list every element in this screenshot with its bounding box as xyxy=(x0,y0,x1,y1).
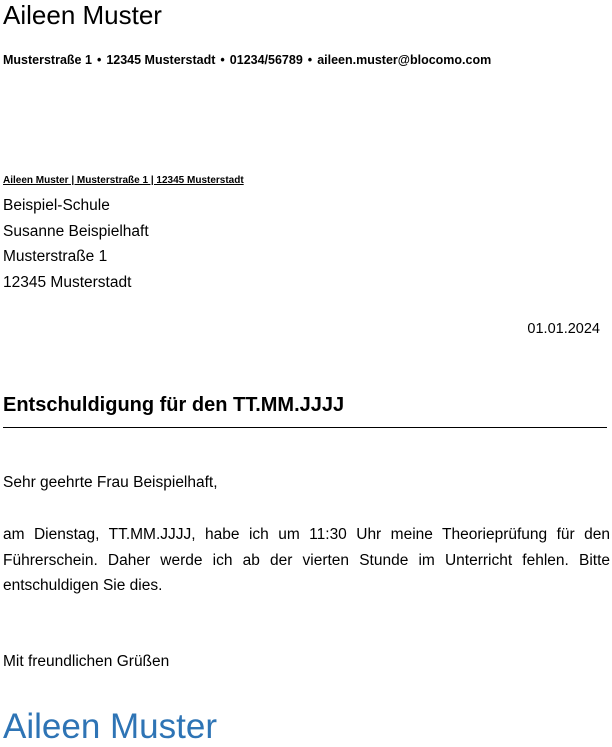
recipient-address-block xyxy=(3,193,149,295)
letter-date: 01.01.2024 xyxy=(527,321,600,337)
signature-name: Aileen Muster xyxy=(3,707,217,746)
subject-divider xyxy=(3,427,607,428)
return-address-line: Aileen Muster | Musterstraße 1 | 12345 Musterstadt xyxy=(3,175,244,186)
letter-body-paragraph: am Dienstag, TT.MM.JJJJ, habe ich um 11:30 Uhr meine Theorieprüfung für den Führerschein. Daher werde ich ab der vierten Stunde im Unterricht fehlen. Bitte entschuldigen Sie dies. xyxy=(3,526,610,594)
recipient-line: Musterstraße 1 xyxy=(3,248,108,265)
sender-email: aileen.muster@blocomo.com xyxy=(317,53,492,67)
closing-phrase: Mit freundlichen Grüßen xyxy=(3,653,170,670)
separator-bullet: • xyxy=(96,53,102,67)
sender-street: Musterstraße 1 xyxy=(3,53,92,67)
sender-contact-line xyxy=(3,52,491,68)
recipient-line: 12345 Musterstadt xyxy=(3,273,132,291)
separator-bullet: • xyxy=(307,53,313,67)
recipient-line: Beispiel-Schule xyxy=(3,197,110,214)
sender-phone: 01234/56789 xyxy=(229,53,303,67)
salutation: Sehr geehrte Frau Beispielhaft, xyxy=(3,474,218,491)
subject-line: Entschuldigung für den TT.MM.JJJJ xyxy=(3,394,345,416)
sender-name-heading: Aileen Muster xyxy=(3,0,162,30)
sender-city: 12345 Musterstadt xyxy=(106,53,216,67)
recipient-line: Susanne Beispielhaft xyxy=(3,222,149,240)
separator-bullet: • xyxy=(220,53,225,67)
